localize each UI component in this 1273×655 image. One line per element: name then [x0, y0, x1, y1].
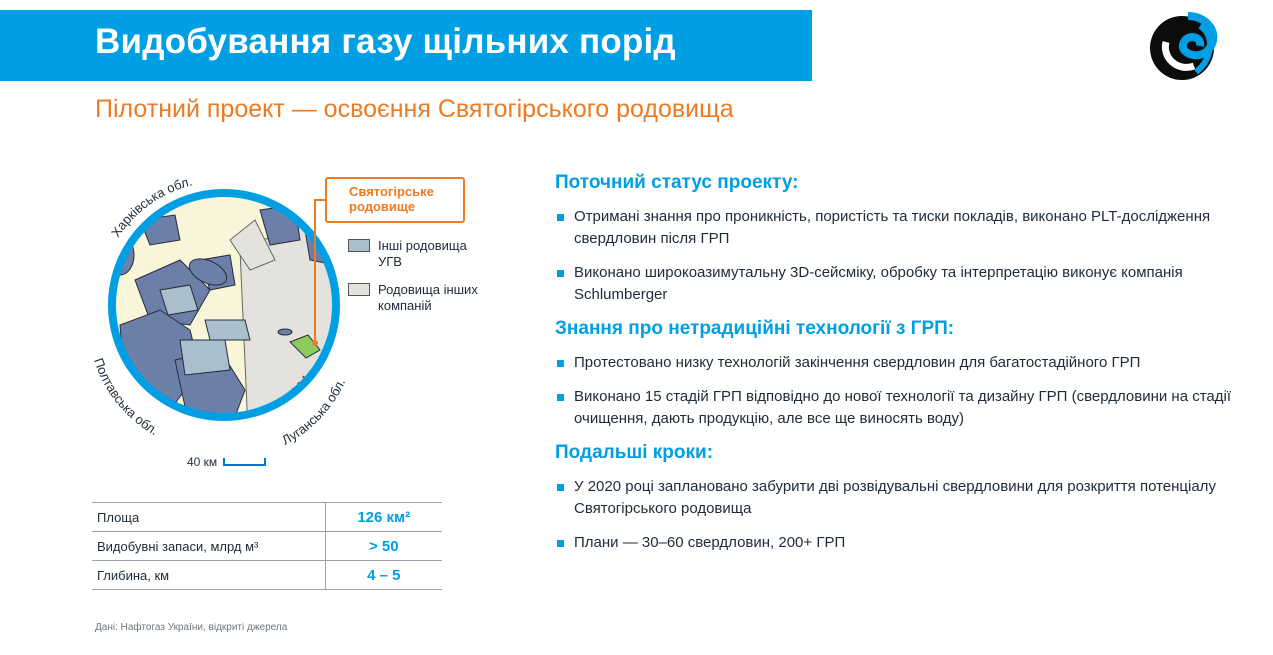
list-item: Виконано 15 стадій ГРП відповідно до нової технології та дизайну ГРП (свердловини на стадії очищення, дають продукцію, але все ще виносять воду) [555, 386, 1245, 430]
bullet-icon [557, 270, 564, 277]
stat-label: Глибина, км [92, 561, 325, 590]
section-title: Знання про нетрадиційні технології з ГРП: [555, 318, 955, 339]
stat-value: 126 км² [325, 503, 442, 532]
section-title: Поточний статус проекту: [555, 172, 799, 193]
stat-value: 4 – 5 [325, 561, 442, 590]
scale-label: 40 км [187, 455, 218, 469]
bullet-icon [557, 540, 564, 547]
list-item: Протестовано низку технологій закінчення свердловин для багатостадійного ГРП [555, 352, 1245, 374]
legend-label: Інші родовища УГВ [378, 238, 467, 269]
source-note: Дані: Нафтогаз України, відкриті джерела [95, 622, 288, 633]
table-row [92, 532, 442, 561]
stat-label: Площа [92, 503, 325, 532]
legend-label: Родовища інших компаній [378, 282, 478, 313]
bullet-icon [557, 214, 564, 221]
section-next-steps [555, 442, 1245, 554]
map-legend [348, 238, 488, 326]
field-callout [325, 177, 465, 223]
content-column [555, 172, 1245, 566]
section-knowledge [555, 318, 1245, 430]
map-scale [187, 455, 266, 469]
legend-item [348, 238, 488, 270]
list-item: Виконано широкоазимутальну 3D-сейсміку, обробку та інтерпретацію виконує компанія Schlumberger [555, 262, 1245, 306]
bullet-icon [557, 394, 564, 401]
region-label-luhansk: Луганська обл. [279, 376, 349, 448]
list-item: У 2020 році заплановано забурити дві розвідувальні свердловини для розкриття потенціалу Святогірського родовища [555, 476, 1245, 520]
bullet-icon [557, 360, 564, 367]
section-title: Подальші кроки: [555, 442, 714, 463]
stat-label: Видобувні запаси, млрд м³ [92, 532, 325, 561]
scale-bar [223, 458, 266, 466]
region-label-kharkiv: Харківська обл. [108, 173, 194, 240]
naftogaz-logo-icon [1148, 12, 1222, 82]
bullet-icon [557, 484, 564, 491]
region-label-poltava: Полтавська обл. [91, 356, 161, 439]
page-title: Видобування газу щільних порід [95, 22, 676, 61]
stats-table [92, 502, 442, 590]
subtitle: Пілотний проект — освоєння Святогірського родовища [95, 95, 734, 123]
list-item: Отримані знання про проникність, пористість та тиски покладів, виконано PLT-дослідження свердловин після ГРП [555, 206, 1245, 250]
section-status [555, 172, 1245, 306]
legend-swatch-ugv [348, 239, 370, 252]
legend-item [348, 282, 488, 314]
list-item: Плани — 30–60 свердловин, 200+ ГРП [555, 532, 1245, 554]
callout-label: Святогірське родовище [349, 184, 434, 214]
stat-value: > 50 [325, 532, 442, 561]
table-row [92, 503, 442, 532]
table-row [92, 561, 442, 590]
title-bar [0, 10, 812, 81]
legend-swatch-other [348, 283, 370, 296]
